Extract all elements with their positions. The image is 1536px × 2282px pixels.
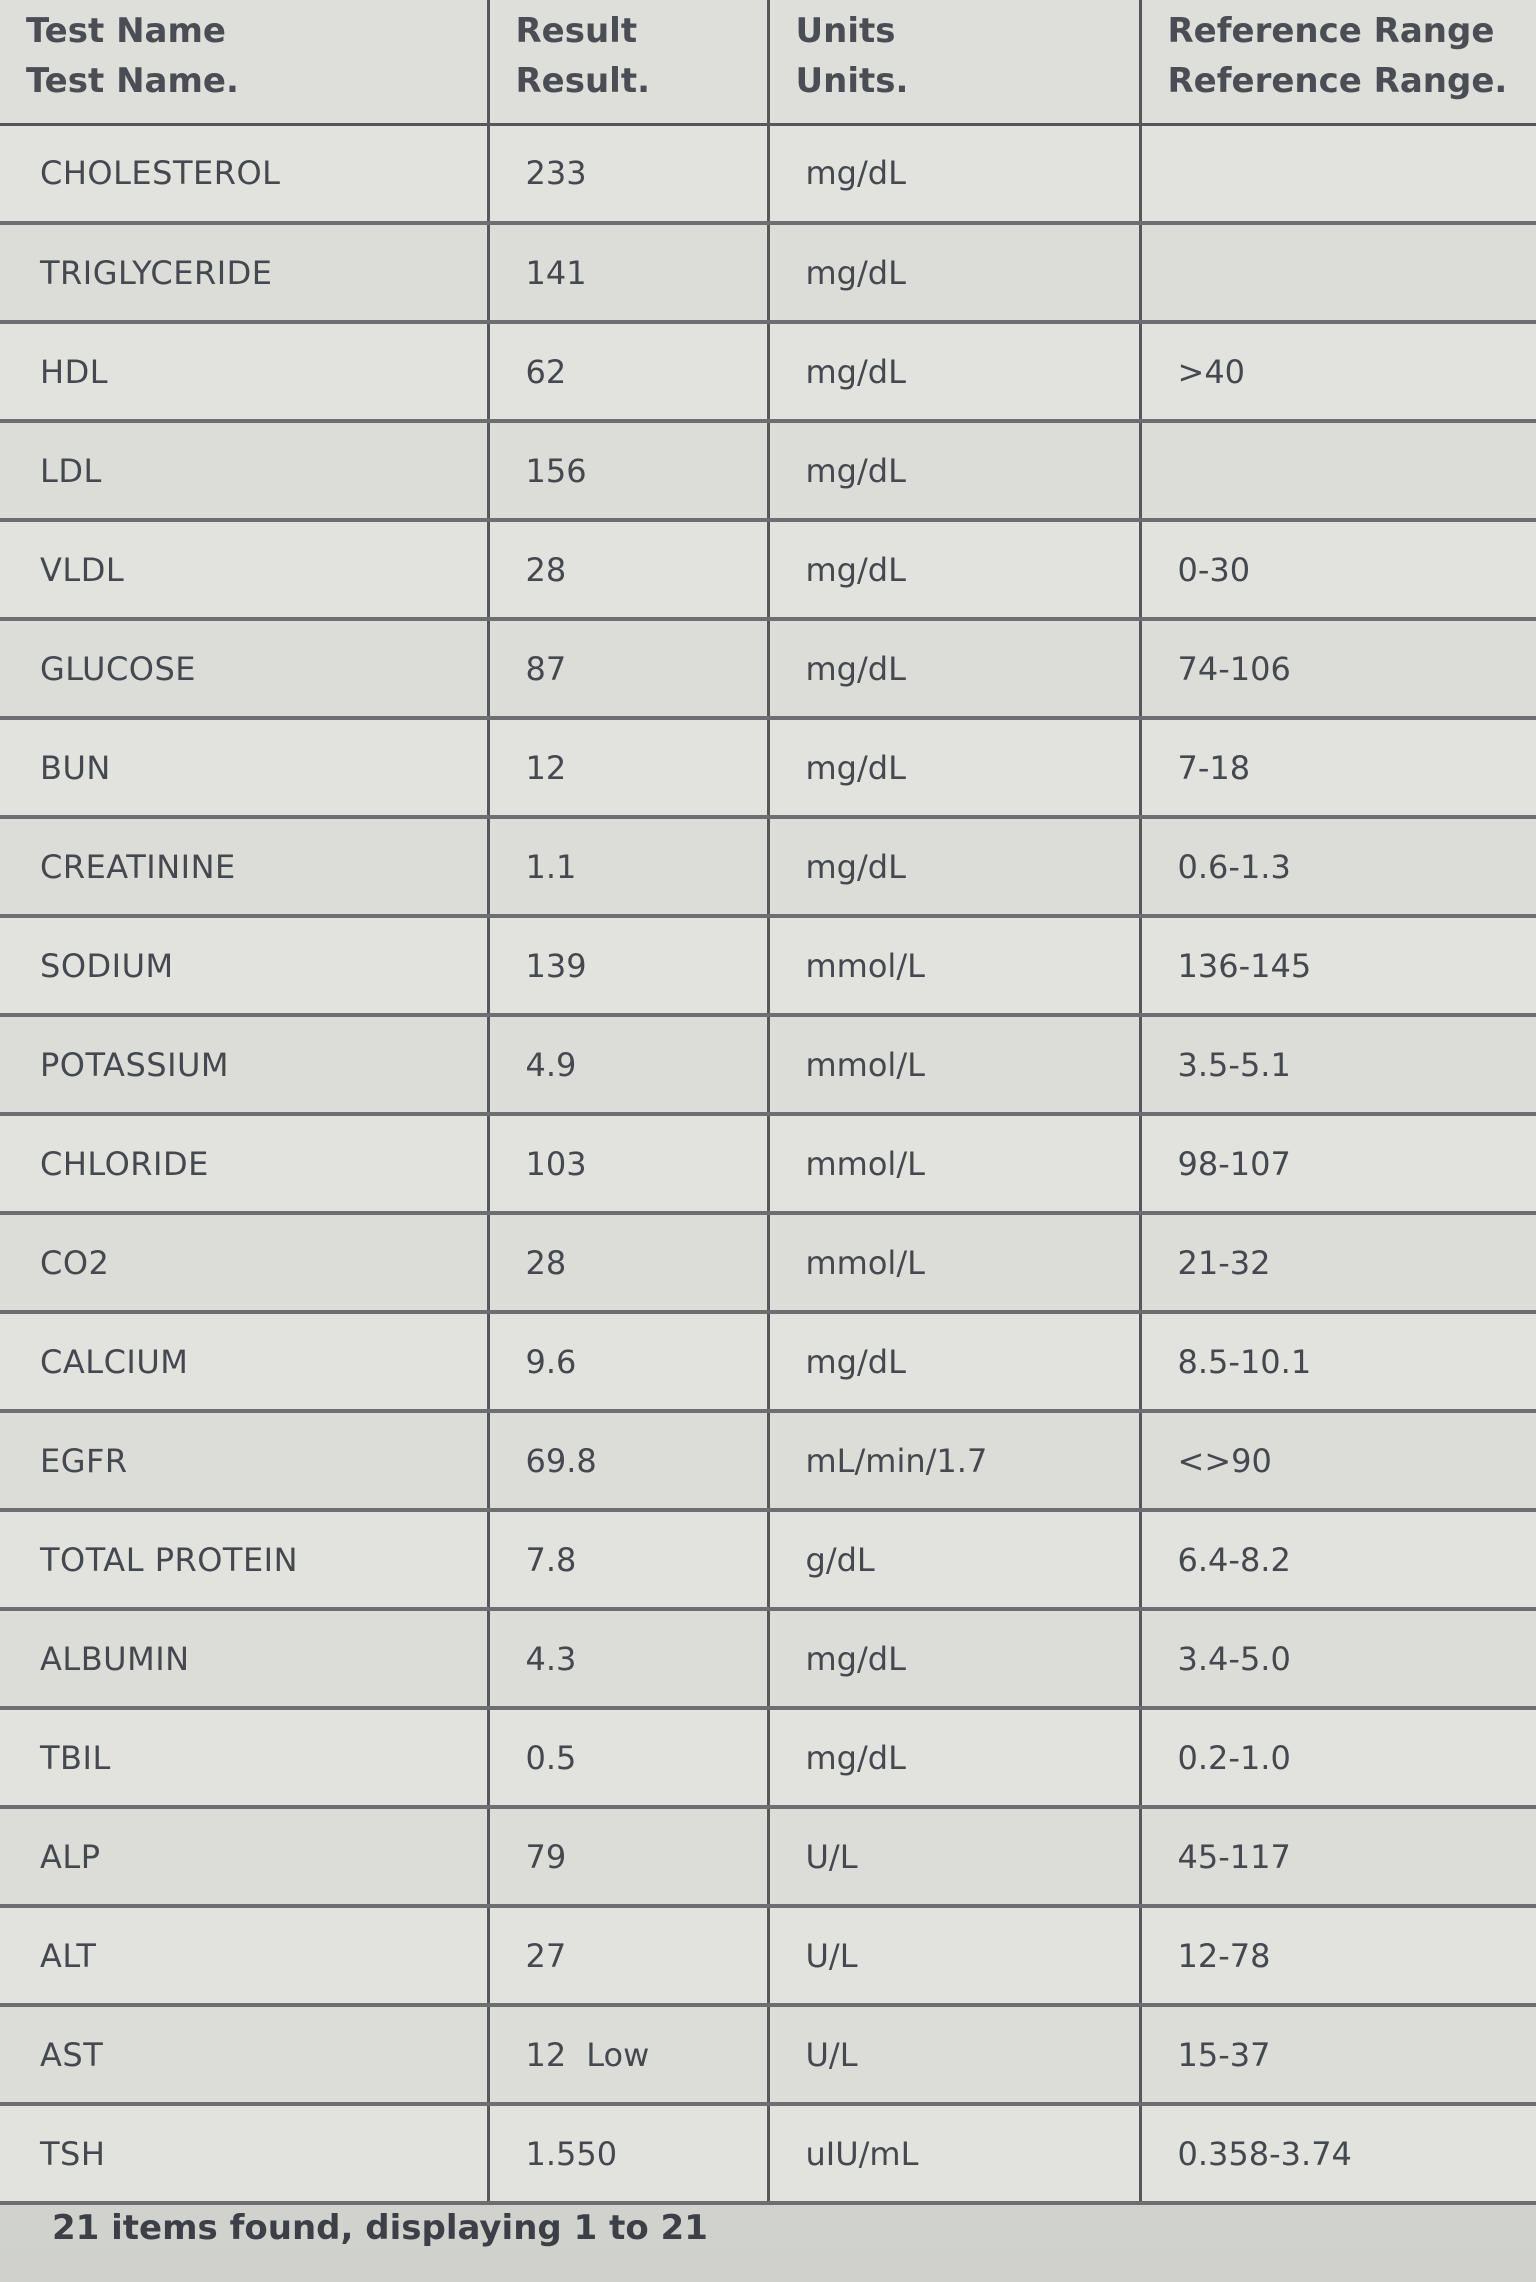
cell-result xyxy=(488,1906,768,2005)
result-value: 0.5 xyxy=(525,1738,577,1777)
cell-result xyxy=(488,322,768,421)
cell-test-name: LDL xyxy=(0,421,488,520)
cell-reference-range: <>90 xyxy=(1140,1411,1536,1510)
cell-reference-range: 12-78 xyxy=(1140,1906,1536,2005)
result-value: 27 xyxy=(525,1936,567,1975)
cell-test-name: VLDL xyxy=(0,520,488,619)
cell-test-name: CHOLESTEROL xyxy=(0,124,488,223)
cell-units: mg/dL xyxy=(768,1609,1140,1708)
table-row[interactable] xyxy=(0,619,1536,718)
cell-result xyxy=(488,2104,768,2203)
cell-result xyxy=(488,1510,768,1609)
cell-units: mg/dL xyxy=(768,619,1140,718)
cell-reference-range: 74-106 xyxy=(1140,619,1536,718)
result-value: 139 xyxy=(525,946,587,985)
cell-units: mmol/L xyxy=(768,916,1140,1015)
cell-reference-range: 15-37 xyxy=(1140,2005,1536,2104)
cell-units: mg/dL xyxy=(768,322,1140,421)
table-row[interactable] xyxy=(0,124,1536,223)
cell-reference-range: 8.5-10.1 xyxy=(1140,1312,1536,1411)
cell-result xyxy=(488,817,768,916)
cell-result xyxy=(488,124,768,223)
table-row[interactable] xyxy=(0,1213,1536,1312)
result-value: 4.3 xyxy=(525,1639,577,1678)
table-row[interactable] xyxy=(0,1312,1536,1411)
result-value: 141 xyxy=(525,253,587,292)
result-value: 103 xyxy=(525,1144,587,1183)
cell-units: mL/min/1.7 xyxy=(768,1411,1140,1510)
table-row[interactable] xyxy=(0,718,1536,817)
result-value: 69.8 xyxy=(525,1441,597,1480)
result-value: 87 xyxy=(525,649,567,688)
cell-units: U/L xyxy=(768,1807,1140,1906)
cell-result xyxy=(488,1609,768,1708)
result-value: 62 xyxy=(525,352,567,391)
result-value: 4.9 xyxy=(525,1045,577,1084)
cell-test-name: GLUCOSE xyxy=(0,619,488,718)
result-value: 1.1 xyxy=(525,847,577,886)
cell-units: g/dL xyxy=(768,1510,1140,1609)
cell-reference-range xyxy=(1140,223,1536,322)
result-value: 12 xyxy=(525,2035,567,2074)
header-row xyxy=(0,0,1536,124)
cell-units: mg/dL xyxy=(768,520,1140,619)
cell-test-name: TSH xyxy=(0,2104,488,2203)
cell-result xyxy=(488,1114,768,1213)
result-value: 233 xyxy=(525,154,587,193)
table-row[interactable] xyxy=(0,817,1536,916)
cell-reference-range: 0.2-1.0 xyxy=(1140,1708,1536,1807)
cell-test-name: EGFR xyxy=(0,1411,488,1510)
cell-reference-range: 0.6-1.3 xyxy=(1140,817,1536,916)
table-row[interactable] xyxy=(0,1510,1536,1609)
cell-result xyxy=(488,520,768,619)
cell-result xyxy=(488,421,768,520)
header-label-secondary: Reference Range. xyxy=(1167,61,1508,101)
cell-test-name: ALT xyxy=(0,1906,488,2005)
cell-result xyxy=(488,2005,768,2104)
cell-reference-range: 98-107 xyxy=(1140,1114,1536,1213)
result-value: 1.550 xyxy=(525,2134,618,2173)
cell-test-name: ALP xyxy=(0,1807,488,1906)
cell-result xyxy=(488,1807,768,1906)
cell-result xyxy=(488,223,768,322)
cell-test-name: TBIL xyxy=(0,1708,488,1807)
cell-result xyxy=(488,619,768,718)
cell-units: mmol/L xyxy=(768,1015,1140,1114)
table-row[interactable] xyxy=(0,1609,1536,1708)
column-header-reference-range[interactable] xyxy=(1140,0,1536,124)
table-row[interactable] xyxy=(0,1015,1536,1114)
cell-units: mg/dL xyxy=(768,1312,1140,1411)
table-row[interactable] xyxy=(0,1411,1536,1510)
cell-units: U/L xyxy=(768,2005,1140,2104)
cell-test-name: CALCIUM xyxy=(0,1312,488,1411)
cell-test-name: POTASSIUM xyxy=(0,1015,488,1114)
result-flag: Low xyxy=(586,2035,650,2074)
table-row[interactable] xyxy=(0,2104,1536,2203)
result-value: 12 xyxy=(525,748,567,787)
cell-reference-range: >40 xyxy=(1140,322,1536,421)
cell-reference-range xyxy=(1140,421,1536,520)
cell-result xyxy=(488,1213,768,1312)
table-row[interactable] xyxy=(0,1906,1536,2005)
cell-test-name: HDL xyxy=(0,322,488,421)
cell-reference-range: 3.4-5.0 xyxy=(1140,1609,1536,1708)
result-value: 79 xyxy=(525,1837,567,1876)
cell-result xyxy=(488,1411,768,1510)
cell-units: mg/dL xyxy=(768,421,1140,520)
result-value: 9.6 xyxy=(525,1342,577,1381)
header-label: Result xyxy=(515,11,638,51)
header-label: Units xyxy=(795,11,896,51)
result-value: 28 xyxy=(525,550,567,589)
cell-reference-range: 7-18 xyxy=(1140,718,1536,817)
table-row[interactable] xyxy=(0,916,1536,1015)
cell-units: mg/dL xyxy=(768,817,1140,916)
header-label-secondary: Test Name. xyxy=(26,61,239,101)
header-label: Test Name xyxy=(26,11,226,51)
table-row[interactable] xyxy=(0,421,1536,520)
cell-test-name: TOTAL PROTEIN xyxy=(0,1510,488,1609)
table-row[interactable] xyxy=(0,223,1536,322)
cell-reference-range: 0.358-3.74 xyxy=(1140,2104,1536,2203)
column-header-units[interactable] xyxy=(768,0,1140,124)
table-row[interactable] xyxy=(0,1114,1536,1213)
table-row[interactable] xyxy=(0,520,1536,619)
cell-test-name: CHLORIDE xyxy=(0,1114,488,1213)
cell-reference-range: 45-117 xyxy=(1140,1807,1536,1906)
cell-units: mg/dL xyxy=(768,718,1140,817)
result-value: 28 xyxy=(525,1243,567,1282)
cell-result xyxy=(488,1708,768,1807)
cell-reference-range: 6.4-8.2 xyxy=(1140,1510,1536,1609)
cell-test-name: SODIUM xyxy=(0,916,488,1015)
cell-test-name: AST xyxy=(0,2005,488,2104)
table-row[interactable] xyxy=(0,322,1536,421)
cell-result xyxy=(488,718,768,817)
cell-units: U/L xyxy=(768,1906,1140,2005)
cell-reference-range: 0-30 xyxy=(1140,520,1536,619)
header-label-secondary: Units. xyxy=(795,61,909,101)
cell-test-name: ALBUMIN xyxy=(0,1609,488,1708)
table-row[interactable] xyxy=(0,1807,1536,1906)
cell-units: mg/dL xyxy=(768,124,1140,223)
cell-units: mmol/L xyxy=(768,1114,1140,1213)
cell-result xyxy=(488,916,768,1015)
column-header-result[interactable] xyxy=(488,0,768,124)
column-header-test-name[interactable] xyxy=(0,0,488,124)
table-row[interactable] xyxy=(0,2005,1536,2104)
cell-units: uIU/mL xyxy=(768,2104,1140,2203)
cell-reference-range xyxy=(1140,124,1536,223)
cell-reference-range: 3.5-5.1 xyxy=(1140,1015,1536,1114)
cell-reference-range: 21-32 xyxy=(1140,1213,1536,1312)
result-value: 7.8 xyxy=(525,1540,577,1579)
cell-test-name: BUN xyxy=(0,718,488,817)
cell-units: mg/dL xyxy=(768,1708,1140,1807)
results-body xyxy=(0,124,1536,2203)
header-label-secondary: Result. xyxy=(515,61,651,101)
cell-test-name: CREATININE xyxy=(0,817,488,916)
cell-test-name: TRIGLYCERIDE xyxy=(0,223,488,322)
table-row[interactable] xyxy=(0,1708,1536,1807)
result-value: 156 xyxy=(525,451,587,490)
cell-reference-range: 136-145 xyxy=(1140,916,1536,1015)
cell-units: mmol/L xyxy=(768,1213,1140,1312)
cell-result xyxy=(488,1312,768,1411)
cell-units: mg/dL xyxy=(768,223,1140,322)
header-label: Reference Range xyxy=(1167,11,1495,51)
cell-test-name: CO2 xyxy=(0,1213,488,1312)
cell-result xyxy=(488,1015,768,1114)
results-count-status: 21 items found, displaying 1 to 21 xyxy=(52,2208,708,2248)
